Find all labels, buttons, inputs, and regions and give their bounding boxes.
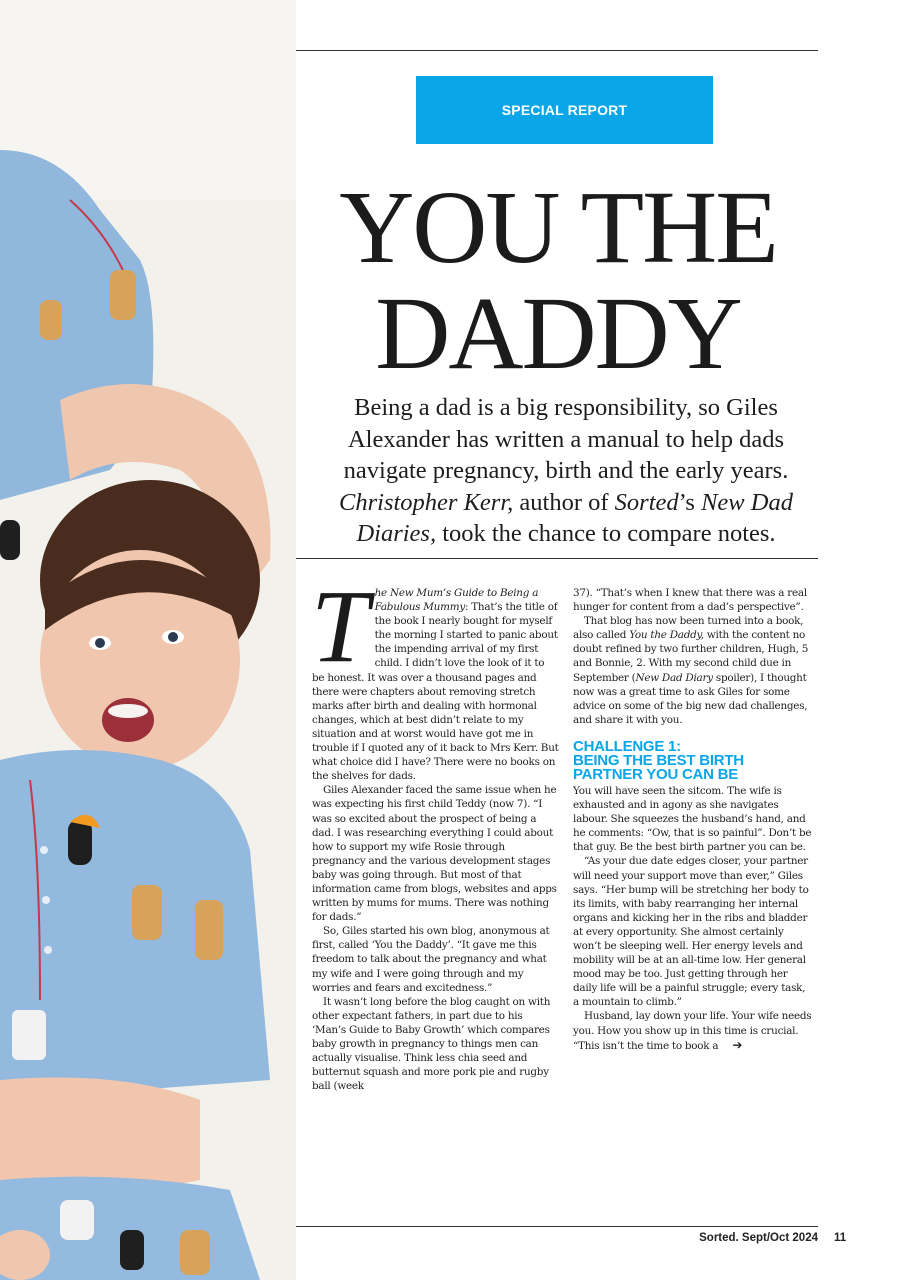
article-text: spoiler), I thought now was a great time to ask Giles for some advice on some of the big new dad challenges, and share it with you. <box>573 671 808 726</box>
article-text: Husband, lay down your life. Your wife needs you. How you show up in this time is crucial. “This isn’t the time to book a <box>573 1010 812 1052</box>
mid-rule <box>296 558 818 559</box>
headline-line-2: DADDY <box>375 276 741 391</box>
article-paragraph: Giles Alexander faced the same issue when he was expecting his first child Teddy (now 7). “I was so excited about the prospect of being a dad. I was researching everything I could about how to support my wife Rosie through pregnancy and the various development stages baby was going through. But most of that information came from blogs, websites and apps written by mums for mums. There was nothing for dads.” <box>312 784 557 924</box>
article-paragraph: 37). “That’s when I knew that there was a real hunger for content from a dad’s perspective”. <box>573 587 807 614</box>
article-paragraph: You will have seen the sitcom. The wife is exhausted and in agony as she navigates labour. She squeezes the husband’s hand, and he comments: “Ow, that is so painful”. Don’t be that guy. Be the best birth partner you can be. <box>573 784 812 854</box>
challenge-1-subhead <box>573 737 812 783</box>
standfirst-text: took the chance to compare notes. <box>436 520 776 547</box>
cover-photo-child-in-pyjamas <box>0 0 296 1280</box>
headline-line-1: YOU THE <box>339 170 777 285</box>
article-text: with the content no doubt refined by two further children, Hugh, 5 and Bonnie, 2. With my second child due in September ( <box>573 629 809 684</box>
bottom-rule <box>296 1226 818 1227</box>
standfirst-text: author of <box>513 488 615 516</box>
special-report-badge: SPECIAL REPORT <box>416 76 713 144</box>
top-rule <box>296 50 818 51</box>
book-title: he New Mum’s Guide to Being a Fabulous Mummy <box>374 587 539 614</box>
standfirst-author: Christopher Kerr, <box>339 488 514 516</box>
article-paragraph <box>573 614 812 727</box>
article-paragraph <box>573 1009 812 1052</box>
article-column-1 <box>311 569 559 1093</box>
standfirst <box>316 392 816 550</box>
subhead-line: CHALLENGE 1: <box>573 737 681 755</box>
article-paragraph <box>311 569 559 783</box>
article-paragraph: “As your due date edges closer, your partner will need your support move than ever,” Giles says. “Her bump will be stretching her body to its limits, with baby rearranging her internal organs and kicking her in the ribs and bladder at every opportunity. She almost certainly won’t be sleeping well. Her energy levels and mobility will be at an all-time low. Her general mood may be too. Just getting through her daily life will be a painful struggle; every task, a mountain to climb.” <box>573 855 809 1009</box>
series-title: New Dad Diary <box>635 671 713 684</box>
standfirst-text: ’s <box>678 488 702 516</box>
drop-cap: T <box>311 569 369 684</box>
continue-arrow-icon: ➔ <box>732 1037 743 1052</box>
article-text: That blog has now been turned into a book, also called <box>573 615 804 642</box>
photo-illustration <box>0 0 296 1280</box>
subhead-line: BEING THE BEST BIRTH PARTNER YOU CAN BE <box>573 751 744 783</box>
article-paragraph: It wasn’t long before the blog caught on with other expectant fathers, in part due to his ‘Man’s Guide to Baby Growth’ which compares baby growth in pregnancy to things men can actually visualise. Think less chia seed and butternut squash and more pork pie and rugby ball (week <box>312 995 551 1093</box>
article-paragraph: So, Giles started his own blog, anonymous at first, called ‘You the Daddy’. “It gave me this freedom to talk about the pregnancy and what my wife and I were going through and my worries and fears and excitedness.” <box>312 925 550 994</box>
article-column-2 <box>573 586 812 1053</box>
standfirst-text: Being a dad is a big responsibility, so Giles Alexander has written a manual to help dads navigate pregnancy, birth and the early years. <box>343 394 789 484</box>
article-text: : That’s the title of the book I nearly bought for myself the morning I started to panic about the impending arrival of my first child. I didn’t love the look of it to be honest. It was over a thousand pages and there were chapters about removing stretch marks after birth and dealing with hormonal changes, which at best didn’t relate to my situation and at worst would have got me in trouble if I quoted any of it back to Mrs Kerr. But what choice did I have? There were no books on the shelves for dads. <box>312 601 559 783</box>
standfirst-series: New Dad Diaries, <box>356 488 793 547</box>
page-number: 11 <box>834 1232 847 1244</box>
standfirst-publication: Sorted <box>614 488 679 516</box>
book-title: You the Daddy, <box>629 629 704 642</box>
footer-publication: Sorted. Sept/Oct 2024 <box>699 1232 818 1244</box>
